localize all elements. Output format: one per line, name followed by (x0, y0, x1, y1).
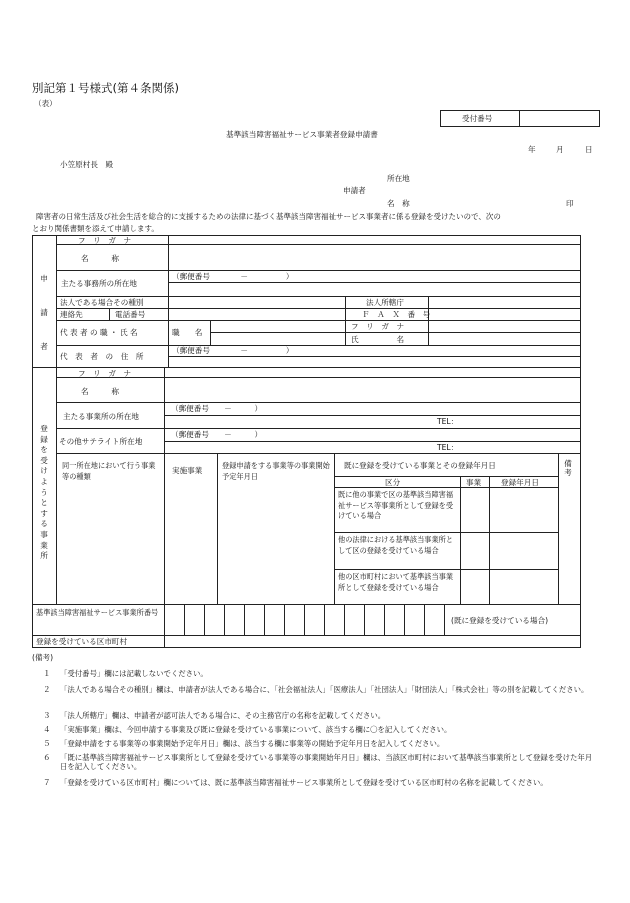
table-rule (56, 244, 580, 245)
seal-label: 印 (566, 199, 574, 208)
addressee: 小笠原村長 殿 (60, 160, 114, 169)
table-rule (164, 441, 580, 442)
note-item: 「受付番号」欄には記載しないでください。 (60, 669, 208, 678)
note-item: 「実施事業」欄は、今回申請する事業及び既に登録を受けている事業について、該当する欄に〇を記入してください。 (60, 725, 452, 734)
facility-name-label: 名 称 (81, 387, 119, 396)
main-office-postal: （郵便番号 － ） (172, 272, 294, 281)
table-rule (56, 345, 580, 346)
document-title: 基準該当障害福祉サービス事業者登録申請書 (226, 130, 378, 139)
table-rule (384, 604, 385, 635)
section-applicant-label: 申請者 (40, 274, 48, 351)
corp-type-label: 法人である場合その種別 (60, 298, 144, 307)
table-rule (56, 270, 580, 271)
registered-city-label: 登録を受けている区市町村 (36, 637, 128, 646)
rep-address-postal: （郵便番号 － ） (172, 346, 294, 355)
rep-title-name-label: 代 表 者 の 職 ・ 氏 名 (60, 328, 138, 337)
form-number-title: 別記第１号様式(第４条関係) (32, 81, 179, 95)
table-rule (109, 308, 110, 320)
category-1: 既に他の事業で区の基準該当障害福祉サービス等事業所として登録を受けている場合 (338, 490, 454, 521)
table-rule (56, 377, 580, 378)
table-rule (428, 296, 429, 345)
registered-business-header: 既に登録を受けている事業とその登録年月日 (344, 461, 496, 470)
applicant-address-label: 所在地 (387, 174, 410, 183)
note-number: ５ (43, 739, 51, 748)
applicant-role-label: 申請者 (343, 186, 366, 195)
table-rule (56, 428, 580, 429)
rep-furigana-label: フ リ ガ ナ (351, 322, 405, 331)
table-rule (580, 235, 581, 648)
table-rule (56, 320, 580, 321)
category-subheader: 区分 (385, 478, 401, 487)
front-label: （表） (34, 99, 57, 108)
note-number: ３ (43, 711, 51, 720)
table-rule (164, 415, 580, 416)
table-rule (460, 476, 461, 604)
facility-furigana-label: フ リ ガ ナ (78, 369, 132, 378)
table-rule (56, 235, 57, 367)
applicant-name-label: 名 称 (387, 199, 410, 208)
notes-column-header: 備考 (564, 459, 572, 477)
table-rule (244, 604, 245, 635)
table-rule (210, 332, 580, 333)
intro-text-line2: とおり関係書類を添えて申請します。 (32, 224, 159, 233)
note-item: 「登録申請をする事業等の事業開始予定年月日」欄は、該当する欄に事業等の開始予定年月日を記入してください。 (60, 739, 445, 748)
table-rule (334, 487, 558, 488)
table-rule (444, 604, 445, 635)
note-number: １ (43, 669, 51, 678)
table-rule (334, 476, 558, 477)
main-site-label: 主たる事業所の所在地 (63, 412, 139, 421)
table-rule (56, 402, 580, 403)
date-day: 日 (585, 145, 593, 154)
table-rule (56, 296, 580, 297)
applicant-furigana-label: フ リ ガ ナ (78, 236, 132, 245)
table-rule (224, 604, 225, 635)
note-item: 「法人である場合その種別」欄は、申請者が法人である場合に、「社会福祉法人」「医療法人」「社団法人」「財団法人」「株式会社」等の別を記載してください。 (60, 685, 589, 694)
table-rule (32, 647, 580, 648)
table-rule (334, 453, 335, 604)
note-item: 「登録を受けている区市町村」欄については、既に基準該当障害福祉サービス事業所として登録を受けている区市町村の名称を記載してください。 (60, 778, 548, 787)
notes-label: (備考) (32, 653, 54, 662)
table-rule (32, 235, 33, 648)
table-rule (210, 320, 211, 345)
table-rule (184, 604, 185, 635)
table-rule (404, 604, 405, 635)
rep-name-label: 氏 名 (351, 335, 405, 344)
note-item: 「法人所轄庁」欄は、申請者が認可法人である場合に、その主務官庁の名称を記載してください。 (60, 711, 386, 720)
category-2: 他の法律における基準該当事業所として区の登録を受けている場合 (338, 535, 454, 555)
main-site-tel: TEL： (437, 417, 459, 426)
note-number: ７ (43, 778, 51, 787)
date-month: 月 (556, 145, 564, 154)
phone-label: 電話番号 (115, 310, 146, 319)
category-3: 他の区市町村において基準該当事業所として登録を受けている場合 (338, 572, 454, 592)
table-rule (364, 604, 365, 635)
note-number: ６ (43, 753, 51, 762)
table-rule (519, 110, 520, 126)
satellite-site-postal: （郵便番号 － ） (171, 430, 263, 439)
main-office-label: 主たる事務所の所在地 (61, 279, 137, 288)
table-rule (217, 453, 218, 604)
table-rule (558, 453, 559, 604)
main-site-postal: （郵便番号 － ） (171, 404, 263, 413)
table-rule (56, 453, 580, 454)
table-rule (424, 604, 425, 635)
table-rule (344, 604, 345, 635)
table-rule (334, 532, 558, 533)
implemented-business-header: 実施事業 (172, 466, 203, 475)
registration-date-subheader: 登録年月日 (501, 478, 539, 487)
table-rule (284, 604, 285, 635)
table-rule (168, 356, 580, 357)
satellite-site-tel: TEL： (437, 443, 459, 452)
table-rule (32, 604, 580, 605)
table-rule (345, 296, 346, 345)
table-rule (32, 367, 580, 368)
facility-number-label: 基準該当障害福祉サービス事業所番号 (36, 608, 159, 617)
business-types-header: 同一所在地において行う事業等の種類 (62, 461, 156, 481)
business-subheader: 事業 (466, 478, 482, 487)
table-rule (168, 235, 169, 367)
satellite-site-label: その他サテライト所在地 (59, 437, 143, 446)
contact-label: 連絡先 (60, 310, 83, 319)
rep-address-label: 代 表 者 の 住 所 (60, 352, 144, 361)
table-rule (324, 604, 325, 635)
intro-text-line1: 障害者の日常生活及び社会生活を総合的に支援するための法律に基づく基準該当障害福祉サービス事業者に係る登録を受けたいので、次の (36, 212, 501, 221)
table-rule (334, 569, 558, 570)
reception-number-label: 受付番号 (462, 114, 493, 123)
title-label: 職 名 (172, 328, 203, 337)
note-item: 「既に基準該当障害福祉サービス事業所として登録を受けている事業等の事業開始年月日」欄は、当該区市町村において基準該当事業所として登録を受けた年月日を記入してください。 (60, 753, 593, 772)
table-rule (489, 476, 490, 604)
note-number: ４ (43, 725, 51, 734)
table-rule (204, 604, 205, 635)
table-rule (32, 635, 580, 636)
table-rule (56, 308, 580, 309)
table-rule (264, 604, 265, 635)
section-facility-label: 登録を受けようとする事業所 (40, 424, 48, 561)
start-date-header: 登録申請をする事業等の事業開始予定年月日 (222, 461, 330, 481)
note-number: ２ (43, 685, 51, 694)
table-rule (168, 282, 580, 283)
corp-office-label: 法人所轄庁 (366, 298, 404, 307)
applicant-name-row-label: 名 称 (81, 254, 119, 263)
date-year: 年 (528, 145, 536, 154)
table-rule (164, 367, 165, 648)
fax-label: Ｆ Ａ Ｘ 番 号 (362, 310, 431, 319)
already-registered-note: (既に登録を受けている場合) (451, 616, 549, 625)
table-rule (304, 604, 305, 635)
